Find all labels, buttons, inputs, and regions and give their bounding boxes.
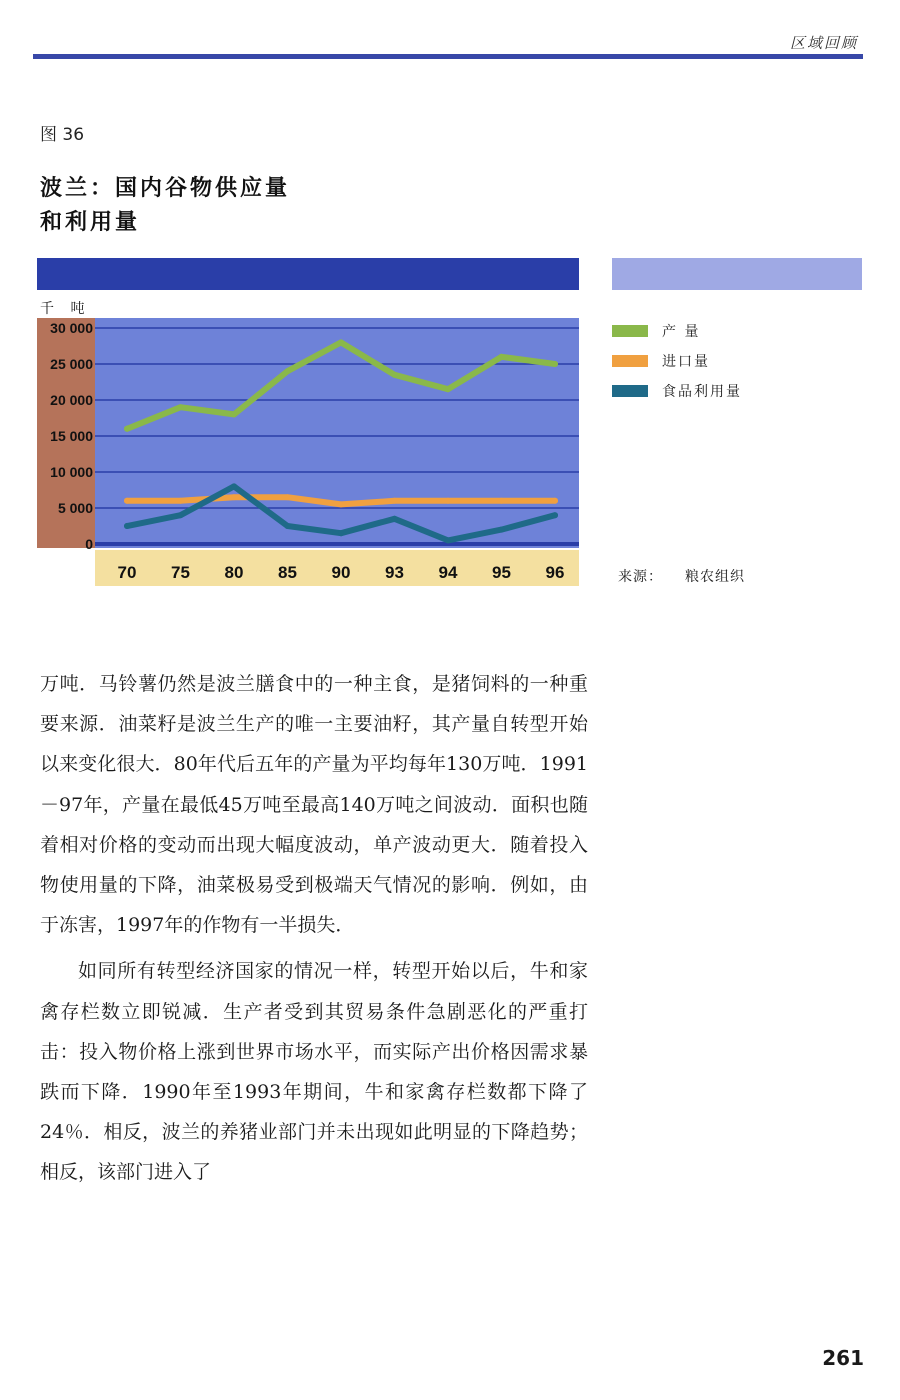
source-label: 来源： [618,569,663,585]
data-point [552,512,558,518]
y-tick-label: 30 000 [50,320,93,336]
figure-title-line-2: 和利用量 [40,210,141,235]
legend-swatch [612,325,648,337]
y-tick-label: 10 000 [50,464,93,480]
x-tick-label: 93 [385,563,404,582]
data-point [231,483,237,489]
legend-label: 食品利用量 [662,384,742,400]
paragraph-2: 如同所有转型经济国家的情况一样，转型开始以后，牛和家禽存栏数立即锐减．生产者受到其贸易条件急剧恶化的严重打击：投入物价格上涨到世界市场水平，而实际产出价格因需求暴跌而下降．1990年至1993年期间，牛和家禽存栏数都下降了24％．相反，波兰的养猪业部门并未出现如此明显的下降趋势；相反，该部门进入了 [40,960,588,1184]
paragraph-1: 万吨．马铃薯仍然是波兰膳食中的一种主食，是猪饲料的一种重要来源．油菜籽是波兰生产的唯一主要油籽，其产量自转型开始以来变化很大．80年代后五年的产量为平均每年130万吨．1991－97年，产量在最低45万吨至最高140万吨之间波动．面积也随着相对价格的变动而出现大幅度波动，单产波动更大．随着投入物使用量的下降，油菜极易受到极端天气情况的影响．例如，由于冻害，1997年的作物有一半损失． [40,673,588,937]
y-tick-label: 20 000 [50,392,93,408]
data-point [445,537,451,543]
y-tick-label: 5 000 [57,500,93,516]
line-chart [37,318,579,590]
header-rule [33,54,863,59]
data-point [231,494,237,500]
data-point [178,404,184,410]
data-point [178,512,184,518]
data-point [124,498,130,504]
data-point [445,386,451,392]
data-point [285,523,291,529]
source-value: 粮农组织 [685,569,745,585]
legend-item [612,376,742,406]
data-point [445,498,451,504]
data-point [285,494,291,500]
x-tick-label: 95 [492,563,511,582]
page-number: 261 [822,1346,864,1370]
x-tick-label: 80 [224,563,244,582]
data-point [499,527,505,533]
y-tick-label: 15 000 [50,428,93,444]
data-point [499,354,505,360]
x-tick-label: 90 [331,563,351,582]
x-tick-label: 96 [545,563,565,582]
chart-header-bar [37,258,579,290]
body-text [40,664,588,1193]
legend-swatch [612,355,648,367]
legend-header-bar [612,258,862,290]
y-tick-label: 25 000 [50,356,93,372]
x-tick-label: 94 [438,563,458,582]
data-point [552,361,558,367]
data-point [552,498,558,504]
data-point [178,498,184,504]
y-unit-label: 千 吨 [40,301,91,317]
source-note [618,566,745,586]
data-point [392,498,398,504]
data-point [338,530,344,536]
data-point [499,498,505,504]
figure-title [40,172,460,240]
data-point [392,516,398,522]
x-tick-label: 70 [117,563,137,582]
legend-label: 进口量 [662,354,710,370]
x-tick-label: 85 [278,563,297,582]
data-point [392,372,398,378]
legend-swatch [612,385,648,397]
legend-label: 产 量 [662,324,701,340]
figure-number: 图 36 [40,125,85,145]
data-point [285,368,291,374]
plot-area [95,318,579,548]
chart-legend [612,316,742,406]
figure-title-line-1: 波兰：国内谷物供应量 [40,176,291,201]
section-label: 区域回顾 [789,34,858,52]
y-tick-label: 0 [85,536,93,552]
data-point [231,411,237,417]
data-point [124,523,130,529]
x-tick-label: 75 [171,563,190,582]
legend-item [612,316,742,346]
data-point [124,426,130,432]
data-point [338,501,344,507]
legend-item [612,346,742,376]
data-point [338,339,344,345]
